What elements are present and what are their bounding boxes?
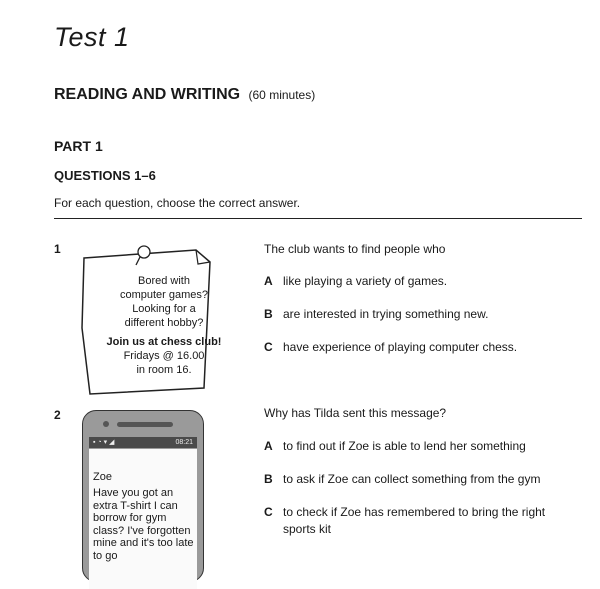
divider-rule	[54, 218, 582, 219]
notice-text	[84, 274, 244, 377]
instruction-text: For each question, choose the correct answer.	[54, 196, 301, 210]
notice-line: Looking for a	[132, 303, 196, 315]
option-letter: C	[264, 505, 273, 519]
option-letter: B	[264, 472, 273, 486]
status-bar	[89, 437, 197, 448]
signal-icon: ▪ ◔ ▾ ◢	[93, 439, 115, 446]
notice-line: computer games?	[119, 289, 209, 301]
option-text: to find out if Zoe is able to lend her something	[283, 439, 526, 453]
status-time: 08:21	[175, 439, 193, 446]
option-letter: A	[264, 439, 273, 453]
option-text: to check if Zoe has remembered to bring the right sports kit	[283, 505, 546, 536]
section-duration: (60 minutes)	[248, 88, 316, 102]
question-2-text: Why has Tilda sent this message?	[264, 406, 447, 420]
question-1-text: The club wants to find people who	[264, 242, 446, 256]
phone-icon	[82, 410, 204, 582]
section-name: READING AND WRITING	[54, 86, 241, 103]
option-letter: A	[264, 274, 273, 288]
option-text: have experience of playing computer chess.	[283, 340, 518, 354]
option-1a[interactable]	[264, 273, 564, 290]
section-title	[54, 86, 315, 104]
option-letter: C	[264, 340, 273, 354]
notice-line: Fridays @ 16.00	[123, 350, 205, 362]
notice-line: Bored with	[138, 275, 190, 287]
question-number-2: 2	[54, 408, 61, 422]
notice-line: different hobby?	[124, 317, 204, 329]
camera-icon	[103, 421, 109, 427]
option-text: are interested in trying something new.	[283, 307, 489, 321]
notice-line: in room 16.	[136, 364, 192, 376]
option-text: to ask if Zoe can collect something from the gym	[283, 472, 541, 486]
part-title: PART 1	[54, 138, 103, 154]
question-number-1: 1	[54, 242, 61, 256]
questions-range: QUESTIONS 1–6	[54, 168, 156, 183]
option-2c[interactable]	[264, 504, 564, 538]
notice-line: Join us at chess club!	[106, 336, 222, 348]
option-letter: B	[264, 307, 273, 321]
option-2b[interactable]	[264, 471, 564, 488]
option-1c[interactable]	[264, 339, 564, 356]
option-2a[interactable]	[264, 438, 564, 455]
message-sender: Zoe	[93, 471, 112, 483]
test-title: Test 1	[54, 22, 130, 52]
option-text: like playing a variety of games.	[283, 274, 448, 288]
phone-screen	[89, 449, 197, 589]
option-1b[interactable]	[264, 306, 564, 323]
speaker-icon	[117, 422, 173, 427]
message-body: Have you got an extra T-shirt I can borrow for gym class? I've forgotten mine and it's too late to go	[93, 487, 194, 562]
